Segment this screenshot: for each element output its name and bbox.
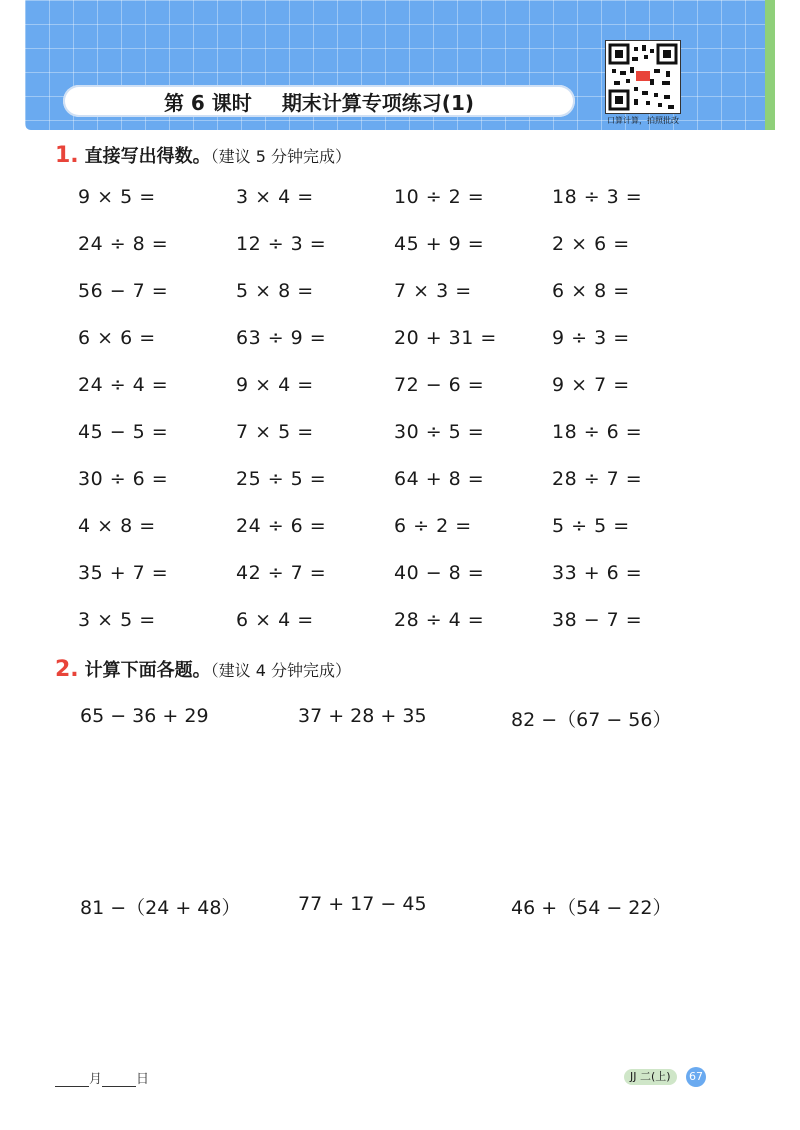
month-blank[interactable] [55,1074,89,1087]
oral-row [78,515,718,545]
oral-row [78,186,718,216]
oral-problem: 20 + 31 = [394,327,497,349]
oral-problem: 64 + 8 = [394,468,485,490]
qr-code-icon[interactable] [605,40,681,114]
oral-problem: 6 × 4 = [236,609,314,631]
section-2-instruction: 计算下面各题。 [84,660,211,681]
oral-problem: 63 ÷ 9 = [236,327,327,349]
calc-problem: 46 +（54 − 22） [511,897,672,919]
oral-problem: 45 − 5 = [78,421,169,443]
oral-row [78,280,718,310]
section-1-number: 1. [55,143,79,168]
oral-problem: 18 ÷ 3 = [552,186,643,208]
section-1-instruction: 直接写出得数。 [84,146,211,167]
oral-problem: 30 ÷ 5 = [394,421,485,443]
oral-problem: 7 × 3 = [394,280,472,302]
oral-problem: 6 × 8 = [552,280,630,302]
oral-problem: 18 ÷ 6 = [552,421,643,443]
oral-problem: 3 × 5 = [78,609,156,631]
oral-row [78,468,718,498]
oral-problem: 2 × 6 = [552,233,630,255]
oral-problem: 72 − 6 = [394,374,485,396]
oral-problem: 7 × 5 = [236,421,314,443]
oral-problem: 5 × 8 = [236,280,314,302]
oral-problem: 9 × 7 = [552,374,630,396]
oral-row [78,421,718,451]
oral-problem: 40 − 8 = [394,562,485,584]
oral-problem: 30 ÷ 6 = [78,468,169,490]
oral-problem: 24 ÷ 4 = [78,374,169,396]
oral-problem: 45 + 9 = [394,233,485,255]
section-2-title [55,656,351,682]
oral-problem: 42 ÷ 7 = [236,562,327,584]
calc-problem: 65 − 36 + 29 [80,705,209,727]
section-1-hint: （建议 5 分钟完成） [210,147,352,166]
oral-problem: 9 × 4 = [236,374,314,396]
oral-problem: 9 × 5 = [78,186,156,208]
oral-problem: 56 − 7 = [78,280,169,302]
oral-problem: 10 ÷ 2 = [394,186,485,208]
calc-row [80,893,720,920]
oral-row [78,233,718,263]
oral-row [78,327,718,357]
lesson-number: 第 6 课时 [163,90,252,115]
oral-row [78,609,718,639]
lesson-title-bar [63,85,575,117]
calc-problem: 37 + 28 + 35 [298,705,427,727]
lesson-title: 期末计算专项练习(1) [281,90,475,115]
oral-problem: 5 ÷ 5 = [552,515,630,537]
calc-row [80,705,720,732]
oral-problem: 28 ÷ 7 = [552,468,643,490]
oral-row [78,374,718,404]
side-tab [765,0,775,130]
qr-caption: 口算计算，拍照批改 [607,116,679,125]
oral-problem: 6 × 6 = [78,327,156,349]
calc-problem: 82 −（67 − 56） [511,709,672,731]
page-number: 67 [686,1067,706,1087]
oral-problem: 9 ÷ 3 = [552,327,630,349]
day-blank[interactable] [102,1074,136,1087]
oral-problem: 33 + 6 = [552,562,643,584]
calc-problem: 81 −（24 + 48） [80,897,241,919]
oral-problem: 4 × 8 = [78,515,156,537]
oral-problem: 12 ÷ 3 = [236,233,327,255]
month-label: 月 [89,1072,103,1087]
oral-row [78,562,718,592]
oral-problem: 28 ÷ 4 = [394,609,485,631]
date-field [55,1068,149,1087]
section-2-number: 2. [55,657,79,682]
oral-problem: 3 × 4 = [236,186,314,208]
day-label: 日 [136,1072,150,1087]
oral-problem: 25 ÷ 5 = [236,468,327,490]
oral-problem: 35 + 7 = [78,562,169,584]
oral-problem: 38 − 7 = [552,609,643,631]
oral-problem: 24 ÷ 8 = [78,233,169,255]
book-label: JJ 二(上) [624,1069,677,1085]
oral-problem: 6 ÷ 2 = [394,515,472,537]
section-1-title [55,142,351,168]
calc-problem: 77 + 17 − 45 [298,893,427,915]
oral-problem: 24 ÷ 6 = [236,515,327,537]
section-2-hint: （建议 4 分钟完成） [210,661,352,680]
